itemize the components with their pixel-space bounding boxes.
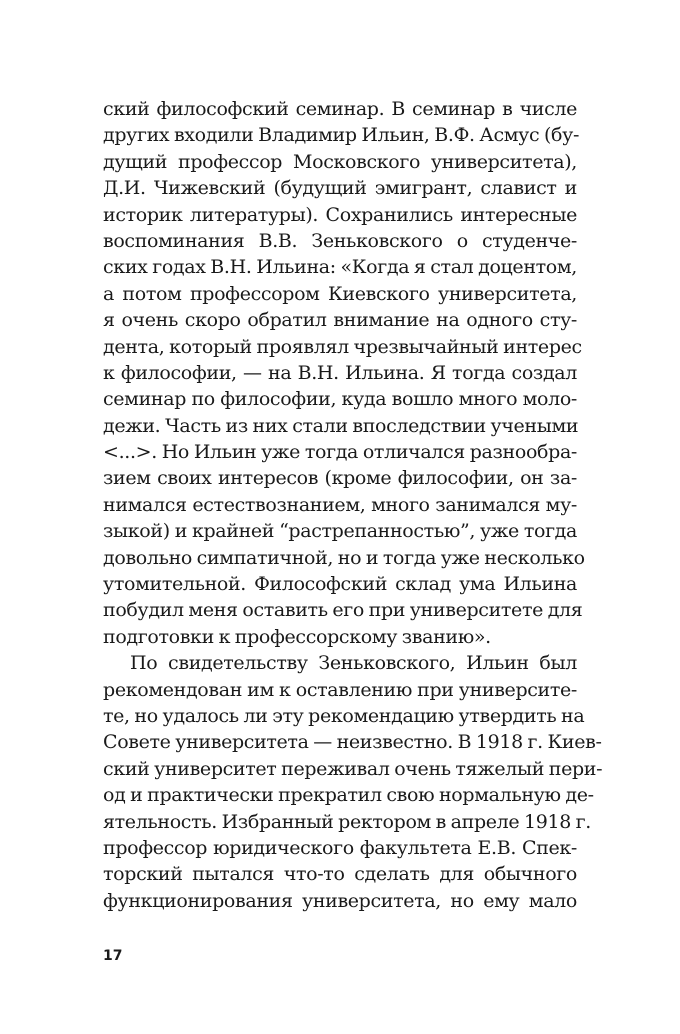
- text-line: По свидетельству Зеньковского, Ильин был: [130, 652, 577, 675]
- text-line: к философии, — на В.Н. Ильина. Я тогда создал: [103, 361, 577, 384]
- text-line: ский университет переживал очень тяжелый пери-: [103, 757, 603, 780]
- paragraph-1: [103, 96, 585, 650]
- text-line: нимался естествознанием, много занимался му-: [103, 493, 577, 516]
- page-number: 17: [103, 948, 123, 964]
- text-line: торский пытался что-то сделать для обычного: [103, 863, 577, 886]
- text-line: воспоминания В.В. Зеньковского о студенче-: [103, 229, 577, 252]
- text-line: утомительной. Философский склад ума Ильина: [103, 573, 577, 596]
- text-line: довольно симпатичной, но и тогда уже несколько: [103, 546, 585, 569]
- paragraph-2: [103, 650, 603, 914]
- text-line: побудил меня оставить его при университете для: [103, 599, 583, 622]
- text-line: дента, который проявлял чрезвычайный интерес: [103, 335, 582, 358]
- text-line: профессор юридического факультета Е.В. Спек-: [103, 836, 577, 859]
- text-line: Д.И. Чижевский (будущий эмигрант, славист и: [103, 177, 577, 200]
- body-text: [103, 96, 603, 914]
- text-line: ских годах В.Н. Ильина: «Когда я стал доцентом,: [103, 256, 577, 279]
- text-line: дежи. Часть из них стали впоследствии учеными: [103, 414, 579, 437]
- text-line: Совете университета — неизвестно. В 1918 г. Киев-: [103, 731, 602, 754]
- text-line: ский философский семинар. В семинар в числе: [103, 98, 577, 120]
- text-line: од и практически прекратил свою нормальную де-: [103, 784, 594, 807]
- text-line: дущий профессор Московского университета),: [103, 150, 577, 173]
- text-line: <...>. Но Ильин уже тогда отличался разнообра-: [103, 441, 577, 464]
- text-line: функционирования университета, но ему мало: [103, 889, 577, 912]
- text-line: историк литературы). Сохранились интересные: [103, 203, 577, 226]
- text-line: семинар по философии, куда вошло много моло-: [103, 388, 577, 411]
- text-line: рекомендован им к оставлению при университе-: [103, 678, 577, 701]
- text-line: зием своих интересов (кроме философии, он за-: [103, 467, 577, 490]
- text-line: те, но удалось ли эту рекомендацию утвердить на: [103, 704, 585, 727]
- text-line: подготовки к профессорскому званию».: [103, 625, 491, 648]
- text-line: ятельность. Избранный ректором в апреле 1918 г.: [103, 810, 591, 833]
- text-line: других входили Владимир Ильин, В.Ф. Асмус (бу-: [103, 124, 580, 147]
- text-line: а потом профессором Киевского университета,: [103, 282, 577, 305]
- text-line: зыкой) и крайней “растрепанностью”, уже тогда: [103, 520, 577, 543]
- text-line: я очень скоро обратил внимание на одного сту-: [103, 309, 577, 332]
